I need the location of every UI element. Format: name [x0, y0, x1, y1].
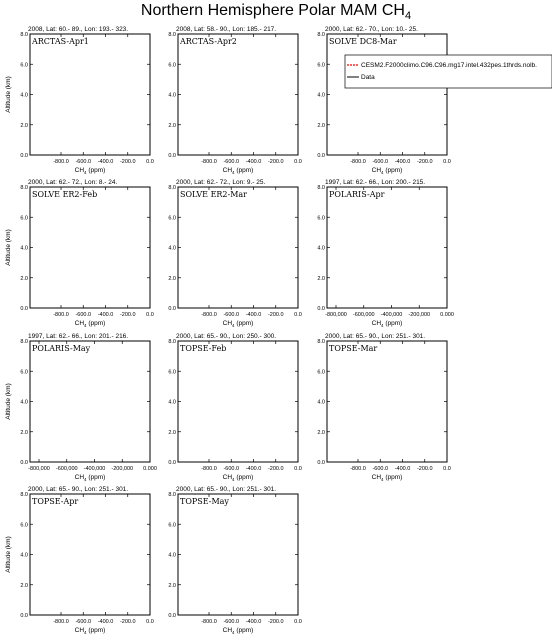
x-axis-title-main: CH [74, 167, 85, 174]
x-axis-title-main: CH [371, 474, 382, 481]
y-tick-label: 6.0 [20, 62, 28, 69]
panel-info: 1997, Lat: 62.- 66., Lon: 201.- 216. [28, 333, 129, 340]
x-tick-label: -800.0 [350, 159, 366, 165]
x-tick-label: 0.000 [143, 466, 157, 472]
panel-label: ARCTAS-Apr2 [180, 37, 237, 46]
panel-info: 2000, Lat: 62.- 72., Lon: 9.- 25. [176, 179, 266, 186]
x-tick-label: -800.0 [350, 466, 366, 472]
y-tick-label: 2.0 [20, 582, 28, 589]
x-axis-title-unit: (ppm) [86, 167, 106, 174]
y-axis-title: Altitude (km) [5, 536, 12, 573]
y-tick-label: 8.0 [168, 185, 176, 191]
chart-panel [5, 179, 154, 328]
x-axis-title [223, 627, 254, 635]
y-tick-label: 4.0 [20, 92, 28, 99]
x-axis-title-main: CH [222, 167, 233, 174]
chart-panel [317, 26, 450, 175]
x-tick-label: -400.0 [245, 619, 262, 625]
x-tick-label: -400.0 [245, 312, 262, 318]
x-axis-title [372, 167, 403, 175]
x-tick-label: -800,000 [325, 312, 347, 318]
plot-frame [30, 341, 150, 462]
x-axis-title-sub: 4 [84, 477, 87, 482]
x-axis-title [372, 474, 403, 482]
panel-info: 2000, Lat: 65.- 90., Lon: 250.- 300. [176, 333, 277, 340]
y-tick-label: 4.0 [317, 399, 325, 406]
x-tick-label: -400,000 [83, 466, 106, 472]
chart-panel [5, 486, 154, 635]
y-tick-label: 0.0 [168, 613, 176, 619]
y-tick-label: 6.0 [20, 215, 28, 222]
y-tick-label: 4.0 [168, 92, 176, 99]
x-tick-label: -200.0 [119, 312, 136, 318]
y-tick-label: 8.0 [168, 32, 176, 38]
x-axis-title-unit: (ppm) [234, 627, 254, 634]
x-tick-label: -400.0 [97, 312, 114, 318]
y-tick-label: 0.0 [20, 613, 28, 619]
y-tick-label: 4.0 [168, 399, 176, 406]
panel-info: 2000, Lat: 62.- 70., Lon: 10.- 25. [325, 26, 418, 33]
y-axis-title: Altitude (km) [5, 76, 12, 113]
y-tick-label: 6.0 [317, 62, 325, 69]
x-axis-title-sub: 4 [232, 323, 235, 328]
y-tick-label: 0.0 [168, 460, 176, 466]
x-axis-title-unit: (ppm) [383, 474, 403, 481]
x-axis-title-main: CH [74, 320, 85, 327]
x-tick-label: 0.0 [146, 619, 154, 625]
y-tick-label: 8.0 [20, 492, 28, 498]
x-axis-title-unit: (ppm) [86, 474, 106, 481]
x-tick-label: -400,000 [380, 312, 403, 318]
x-axis-title-sub: 4 [84, 323, 87, 328]
title-main: Northern Hemisphere Polar MAM CH [140, 2, 405, 19]
y-tick-label: 6.0 [168, 369, 176, 376]
y-tick-label: 2.0 [20, 275, 28, 282]
panel-label: POLARIS-May [32, 344, 91, 353]
panel-label: SOLVE DC8-Mar [329, 37, 397, 46]
y-tick-label: 8.0 [20, 339, 28, 345]
y-tick-label: 0.0 [317, 460, 325, 466]
title-subscript: 4 [404, 10, 412, 23]
x-tick-label: -800.0 [53, 312, 69, 318]
x-tick-label: -200.0 [119, 619, 136, 625]
x-tick-label: 0.0 [146, 312, 154, 318]
legend [345, 55, 552, 88]
x-axis-title-sub: 4 [381, 477, 384, 482]
y-tick-label: 0.0 [20, 153, 28, 159]
y-tick-label: 2.0 [20, 429, 28, 436]
x-axis-title-main: CH [222, 474, 233, 481]
x-axis-title [75, 627, 106, 635]
x-tick-label: 0.000 [440, 312, 454, 318]
legend-box [345, 55, 552, 88]
panel-info: 2008, Lat: 60.- 89., Lon: 193.- 323. [28, 26, 129, 33]
y-tick-label: 8.0 [317, 32, 325, 38]
chart-panel [5, 333, 157, 482]
x-tick-label: -600,000 [352, 312, 375, 318]
x-tick-label: -600.0 [75, 312, 92, 318]
x-tick-label: 0.0 [294, 159, 302, 165]
x-axis-title [75, 167, 106, 175]
panel-label: TOPSE-Feb [180, 344, 227, 353]
panel-info: 2000, Lat: 62.- 72., Lon: 8.- 24. [28, 179, 118, 186]
chart-panel [168, 486, 301, 635]
y-axis-title: Altitude (km) [5, 383, 12, 420]
x-tick-label: -200.0 [267, 159, 284, 165]
y-tick-label: 8.0 [317, 185, 325, 191]
x-tick-label: 0.0 [294, 619, 302, 625]
panel-info: 2000, Lat: 65.- 90., Lon: 251.- 301. [325, 333, 426, 340]
panel-info: 2000, Lat: 65.- 90., Lon: 251.- 301. [176, 486, 277, 493]
plot-frame [30, 187, 150, 308]
x-axis-title-sub: 4 [381, 323, 384, 328]
x-axis-title [223, 167, 254, 175]
x-axis-title-sub: 4 [232, 630, 235, 635]
x-axis-title-main: CH [74, 627, 85, 634]
y-tick-label: 4.0 [317, 92, 325, 99]
x-tick-label: 0.0 [146, 159, 154, 165]
x-tick-label: -200,000 [111, 466, 134, 472]
x-axis-title-unit: (ppm) [383, 167, 403, 174]
y-tick-label: 6.0 [20, 522, 28, 529]
y-tick-label: 4.0 [20, 245, 28, 252]
y-tick-label: 6.0 [317, 369, 325, 376]
y-tick-label: 4.0 [317, 245, 325, 252]
y-tick-label: 0.0 [317, 153, 325, 159]
y-tick-label: 8.0 [168, 492, 176, 498]
x-tick-label: -600.0 [223, 466, 240, 472]
x-tick-label: -600.0 [223, 312, 240, 318]
panel-info: 1997, Lat: 62.- 66., Lon: 200.- 215. [325, 179, 426, 186]
y-tick-label: 4.0 [168, 552, 176, 559]
y-tick-label: 0.0 [168, 153, 176, 159]
x-tick-label: -600.0 [223, 619, 240, 625]
y-tick-label: 6.0 [168, 522, 176, 529]
x-axis-title-unit: (ppm) [234, 167, 254, 174]
x-tick-label: -600.0 [75, 159, 92, 165]
plot-frame [30, 494, 150, 615]
x-tick-label: 0.0 [294, 312, 302, 318]
x-tick-label: -200.0 [119, 159, 136, 165]
x-axis-title [223, 320, 254, 328]
x-axis-title-sub: 4 [84, 170, 87, 175]
y-tick-label: 8.0 [20, 185, 28, 191]
x-tick-label: -400.0 [394, 466, 411, 472]
x-axis-title-unit: (ppm) [234, 474, 254, 481]
y-tick-label: 2.0 [317, 275, 325, 282]
panel-label: TOPSE-Apr [32, 497, 79, 506]
x-tick-label: -400.0 [97, 159, 114, 165]
x-axis-title-sub: 4 [232, 170, 235, 175]
x-axis-title-unit: (ppm) [383, 320, 403, 327]
x-axis-title-sub: 4 [232, 477, 235, 482]
x-tick-label: -400.0 [394, 159, 411, 165]
x-tick-label: -400.0 [245, 466, 262, 472]
x-tick-label: -600.0 [372, 466, 389, 472]
y-tick-label: 4.0 [20, 399, 28, 406]
x-tick-label: 0.0 [294, 466, 302, 472]
x-tick-label: -800.0 [53, 159, 69, 165]
x-axis-title [223, 474, 254, 482]
y-tick-label: 2.0 [20, 122, 28, 129]
chart-panel [168, 333, 301, 482]
x-tick-label: -400.0 [245, 159, 262, 165]
x-axis-title [372, 320, 403, 328]
y-axis-title: Altitude (km) [5, 229, 12, 266]
legend-model-label: CESM2.F2000climo.C96.C96.mg17.intel.432pes.1thrds.nolb. [361, 62, 537, 69]
x-tick-label: -800.0 [201, 619, 217, 625]
x-tick-label: -400.0 [97, 619, 114, 625]
chart-panel [168, 26, 301, 175]
panel-label: SOLVE ER2-Mar [180, 190, 248, 199]
y-tick-label: 2.0 [168, 275, 176, 282]
y-tick-label: 6.0 [317, 215, 325, 222]
x-axis-title-main: CH [222, 320, 233, 327]
x-axis-title-main: CH [74, 474, 85, 481]
plot-frame [178, 187, 298, 308]
x-tick-label: -600,000 [55, 466, 78, 472]
x-axis-title-sub: 4 [381, 170, 384, 175]
x-tick-label: -200,000 [408, 312, 431, 318]
plot-frame [178, 34, 298, 155]
y-tick-label: 6.0 [168, 62, 176, 69]
y-tick-label: 2.0 [168, 122, 176, 129]
chart-panel [317, 333, 450, 482]
legend-data-label: Data [361, 74, 375, 81]
y-tick-label: 0.0 [317, 306, 325, 312]
x-axis-title-unit: (ppm) [234, 320, 254, 327]
y-tick-label: 4.0 [20, 552, 28, 559]
panel-info: 2008, Lat: 58.- 90., Lon: 185.- 217. [176, 26, 277, 33]
x-axis-title [75, 474, 106, 482]
y-tick-label: 2.0 [317, 429, 325, 436]
x-tick-label: -200.0 [416, 159, 433, 165]
x-tick-label: -600.0 [372, 159, 389, 165]
x-tick-label: -800,000 [28, 466, 50, 472]
y-tick-label: 2.0 [317, 122, 325, 129]
plot-frame [327, 34, 447, 155]
x-axis-title [75, 320, 106, 328]
y-tick-label: 2.0 [168, 429, 176, 436]
plot-frame [327, 187, 447, 308]
x-axis-title-main: CH [371, 320, 382, 327]
x-tick-label: -200.0 [267, 312, 284, 318]
y-tick-label: 6.0 [168, 215, 176, 222]
x-tick-label: -800.0 [201, 312, 217, 318]
y-tick-label: 8.0 [168, 339, 176, 345]
y-tick-label: 0.0 [168, 306, 176, 312]
x-axis-title-main: CH [222, 627, 233, 634]
y-tick-label: 4.0 [168, 245, 176, 252]
plot-frame [30, 34, 150, 155]
panel-label: SOLVE ER2-Feb [32, 190, 98, 199]
x-tick-label: -800.0 [201, 466, 217, 472]
y-tick-label: 8.0 [317, 339, 325, 345]
plot-frame [178, 494, 298, 615]
panel-label: TOPSE-Mar [329, 344, 378, 353]
x-tick-label: -600.0 [223, 159, 240, 165]
plot-frame [327, 341, 447, 462]
x-tick-label: 0.0 [443, 159, 451, 165]
y-tick-label: 0.0 [20, 460, 28, 466]
y-tick-label: 0.0 [20, 306, 28, 312]
panel-label: POLARIS-Apr [329, 190, 385, 199]
x-tick-label: -800.0 [53, 619, 69, 625]
x-tick-label: -800.0 [201, 159, 217, 165]
x-axis-title-main: CH [371, 167, 382, 174]
x-tick-label: 0.0 [443, 466, 451, 472]
x-axis-title-sub: 4 [84, 630, 87, 635]
x-tick-label: -200.0 [416, 466, 433, 472]
panel-label: TOPSE-May [180, 497, 229, 506]
y-tick-label: 6.0 [20, 369, 28, 376]
y-tick-label: 2.0 [168, 582, 176, 589]
x-tick-label: -200.0 [267, 466, 284, 472]
chart-panel [317, 179, 454, 328]
panel-info: 2000, Lat: 65.- 90., Lon: 251.- 301. [28, 486, 129, 493]
panel-label: ARCTAS-Apr1 [32, 37, 89, 46]
chart-panel [5, 26, 154, 175]
x-axis-title-unit: (ppm) [86, 627, 106, 634]
x-tick-label: -200.0 [267, 619, 284, 625]
chart-panel [168, 179, 301, 328]
y-tick-label: 8.0 [20, 32, 28, 38]
x-tick-label: -600.0 [75, 619, 92, 625]
x-axis-title-unit: (ppm) [86, 320, 106, 327]
plot-frame [178, 341, 298, 462]
